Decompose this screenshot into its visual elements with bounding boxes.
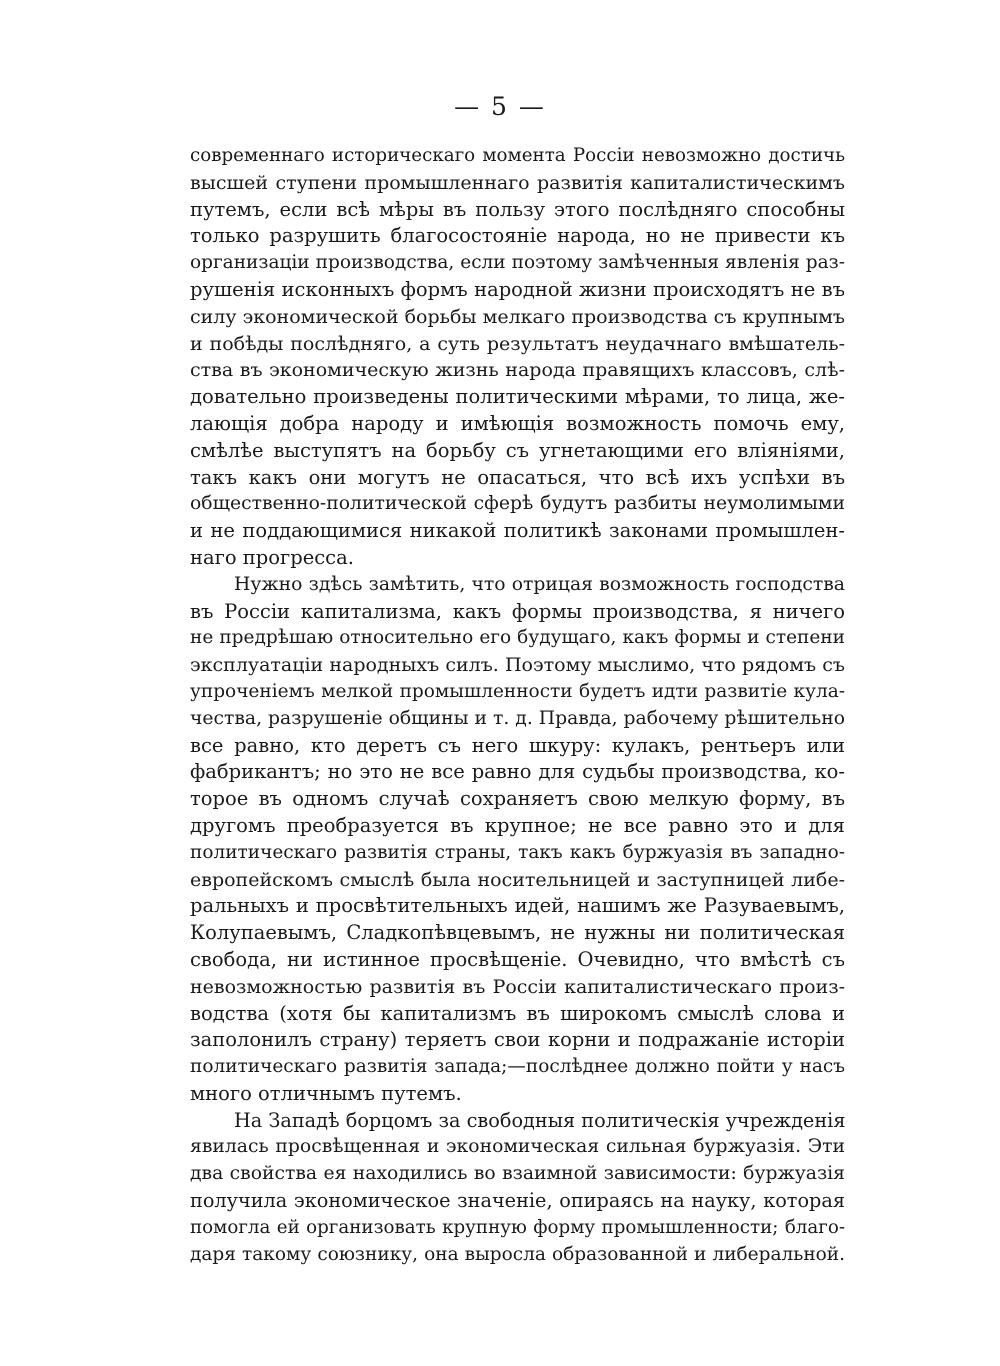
text-line: политическаго развитія страны, такъ какъ буржуазія въ западно- (190, 841, 845, 863)
text-line: На Западѣ борцомъ за свободныя политическія учрежденія (234, 1108, 846, 1132)
text-line: высшей ступени промышленнаго развитія капиталистическимъ (190, 171, 845, 194)
text-line: смѣлѣе выступятъ на борьбу съ угнетающими его вліяніями, (190, 438, 845, 462)
text-line: Колупаевымъ, Сладкопѣвцевымъ, не нужны ни политическая (190, 921, 845, 945)
text-line: водства (хотя бы капитализмъ въ широкомъ смыслѣ слова и (190, 1001, 845, 1025)
paragraph-1 (190, 143, 845, 572)
text-line: ства въ экономическую жизнь народа правящихъ классовъ, слѣ- (190, 359, 845, 382)
body-text (190, 143, 845, 1268)
text-line: два свойства ея находились во взаимной зависимости: буржуазія (190, 1163, 845, 1185)
paragraph-3 (190, 1108, 845, 1269)
text-line: европейскомъ смыслѣ была носительницей и заступницей либе- (190, 868, 845, 891)
text-line: политическаго развитія запада;—послѣднее должно пойти у насъ (190, 1056, 845, 1078)
text-line: не предрѣшаю относительно его будущаго, какъ формы и степени (190, 627, 845, 649)
text-line: фабрикантъ; но это не все равно для судьбы производства, ко- (190, 760, 845, 784)
text-line: въ Россіи капитализма, какъ формы производства, я ничего (190, 599, 845, 623)
text-line: организаціи производства, если поэтому замѣченныя явленія раз- (190, 252, 845, 274)
text-line: и побѣды послѣдняго, а суть результатъ неудачнаго вмѣшатель- (190, 332, 845, 355)
text-line: свобода, ни истинное просвѣщеніе. Очевидно, что вмѣстѣ съ (190, 947, 845, 971)
text-line: эксплуатаціи народныхъ силъ. Поэтому мыслимо, что рядомъ съ (190, 654, 845, 677)
text-line: Нужно здѣсь замѣтить, что отрицая возможность господства (234, 573, 845, 595)
text-line: путемъ, если всѣ мѣры въ пользу этого послѣдняго способны (190, 197, 845, 221)
text-line: даря такому союзнику, она выросла образованной и либеральной. (190, 1243, 845, 1265)
page-number: — 5 — (454, 92, 546, 121)
paragraph-2 (190, 572, 845, 1108)
text-line: и не поддающимися никакой политикѣ законами промышлен- (190, 519, 845, 543)
text-line: упроченіемъ мелкой промышленности будетъ идти развитіе кула- (190, 680, 845, 702)
text-line: все равно, кто деретъ съ него шкуру: кулакъ, рентьеръ или (190, 733, 845, 757)
text-line: заполонилъ страну) теряетъ свои корни и подражаніе исторіи (190, 1028, 845, 1052)
text-line: много отличнымъ путемъ. (190, 1081, 462, 1105)
text-line: только разрушить благосостояніе народа, но не привести къ (190, 224, 845, 248)
text-line: силу экономической борьбы мелкаго производства съ крупнымъ (190, 305, 845, 328)
text-line: лающія добра народу и имѣющія возможность помочь ему, (190, 411, 845, 435)
text-line: общественно-политической сферѣ будутъ разбиты неумолимыми (190, 493, 845, 515)
text-line: невозможностью развитія въ Россіи капиталистическаго произ- (190, 975, 845, 998)
text-line: наго прогресса. (190, 545, 354, 569)
text-line: рушенія исконныхъ формъ народной жизни происходятъ не въ (190, 277, 845, 301)
text-line: другомъ преобразуется въ крупное; не все равно это и для (190, 813, 845, 837)
text-line: торое въ одномъ случаѣ сохраняетъ свою мелкую форму, въ (190, 787, 845, 811)
text-line: ральныхъ и просвѣтительныхъ идей, нашимъ же Разуваевымъ, (190, 894, 845, 918)
text-line: получила экономическое значеніе, опираясь на науку, которая (190, 1189, 845, 1213)
text-line: чества, разрушеніе общины и т. д. Правда, рабочему рѣшительно (190, 707, 845, 729)
text-line: современнаго историческаго момента Россіи невозможно достичь (190, 145, 845, 166)
text-line: явилась просвѣщенная и экономическая сильная буржуазія. Эти (190, 1136, 845, 1158)
text-line: помогла ей организовать крупную форму промышленности; благо- (190, 1216, 845, 1238)
text-line: довательно произведены политическими мѣрами, то лица, же- (190, 385, 845, 409)
text-line: такъ какъ они могутъ не опасаться, что всѣ ихъ успѣхи въ (190, 465, 845, 489)
